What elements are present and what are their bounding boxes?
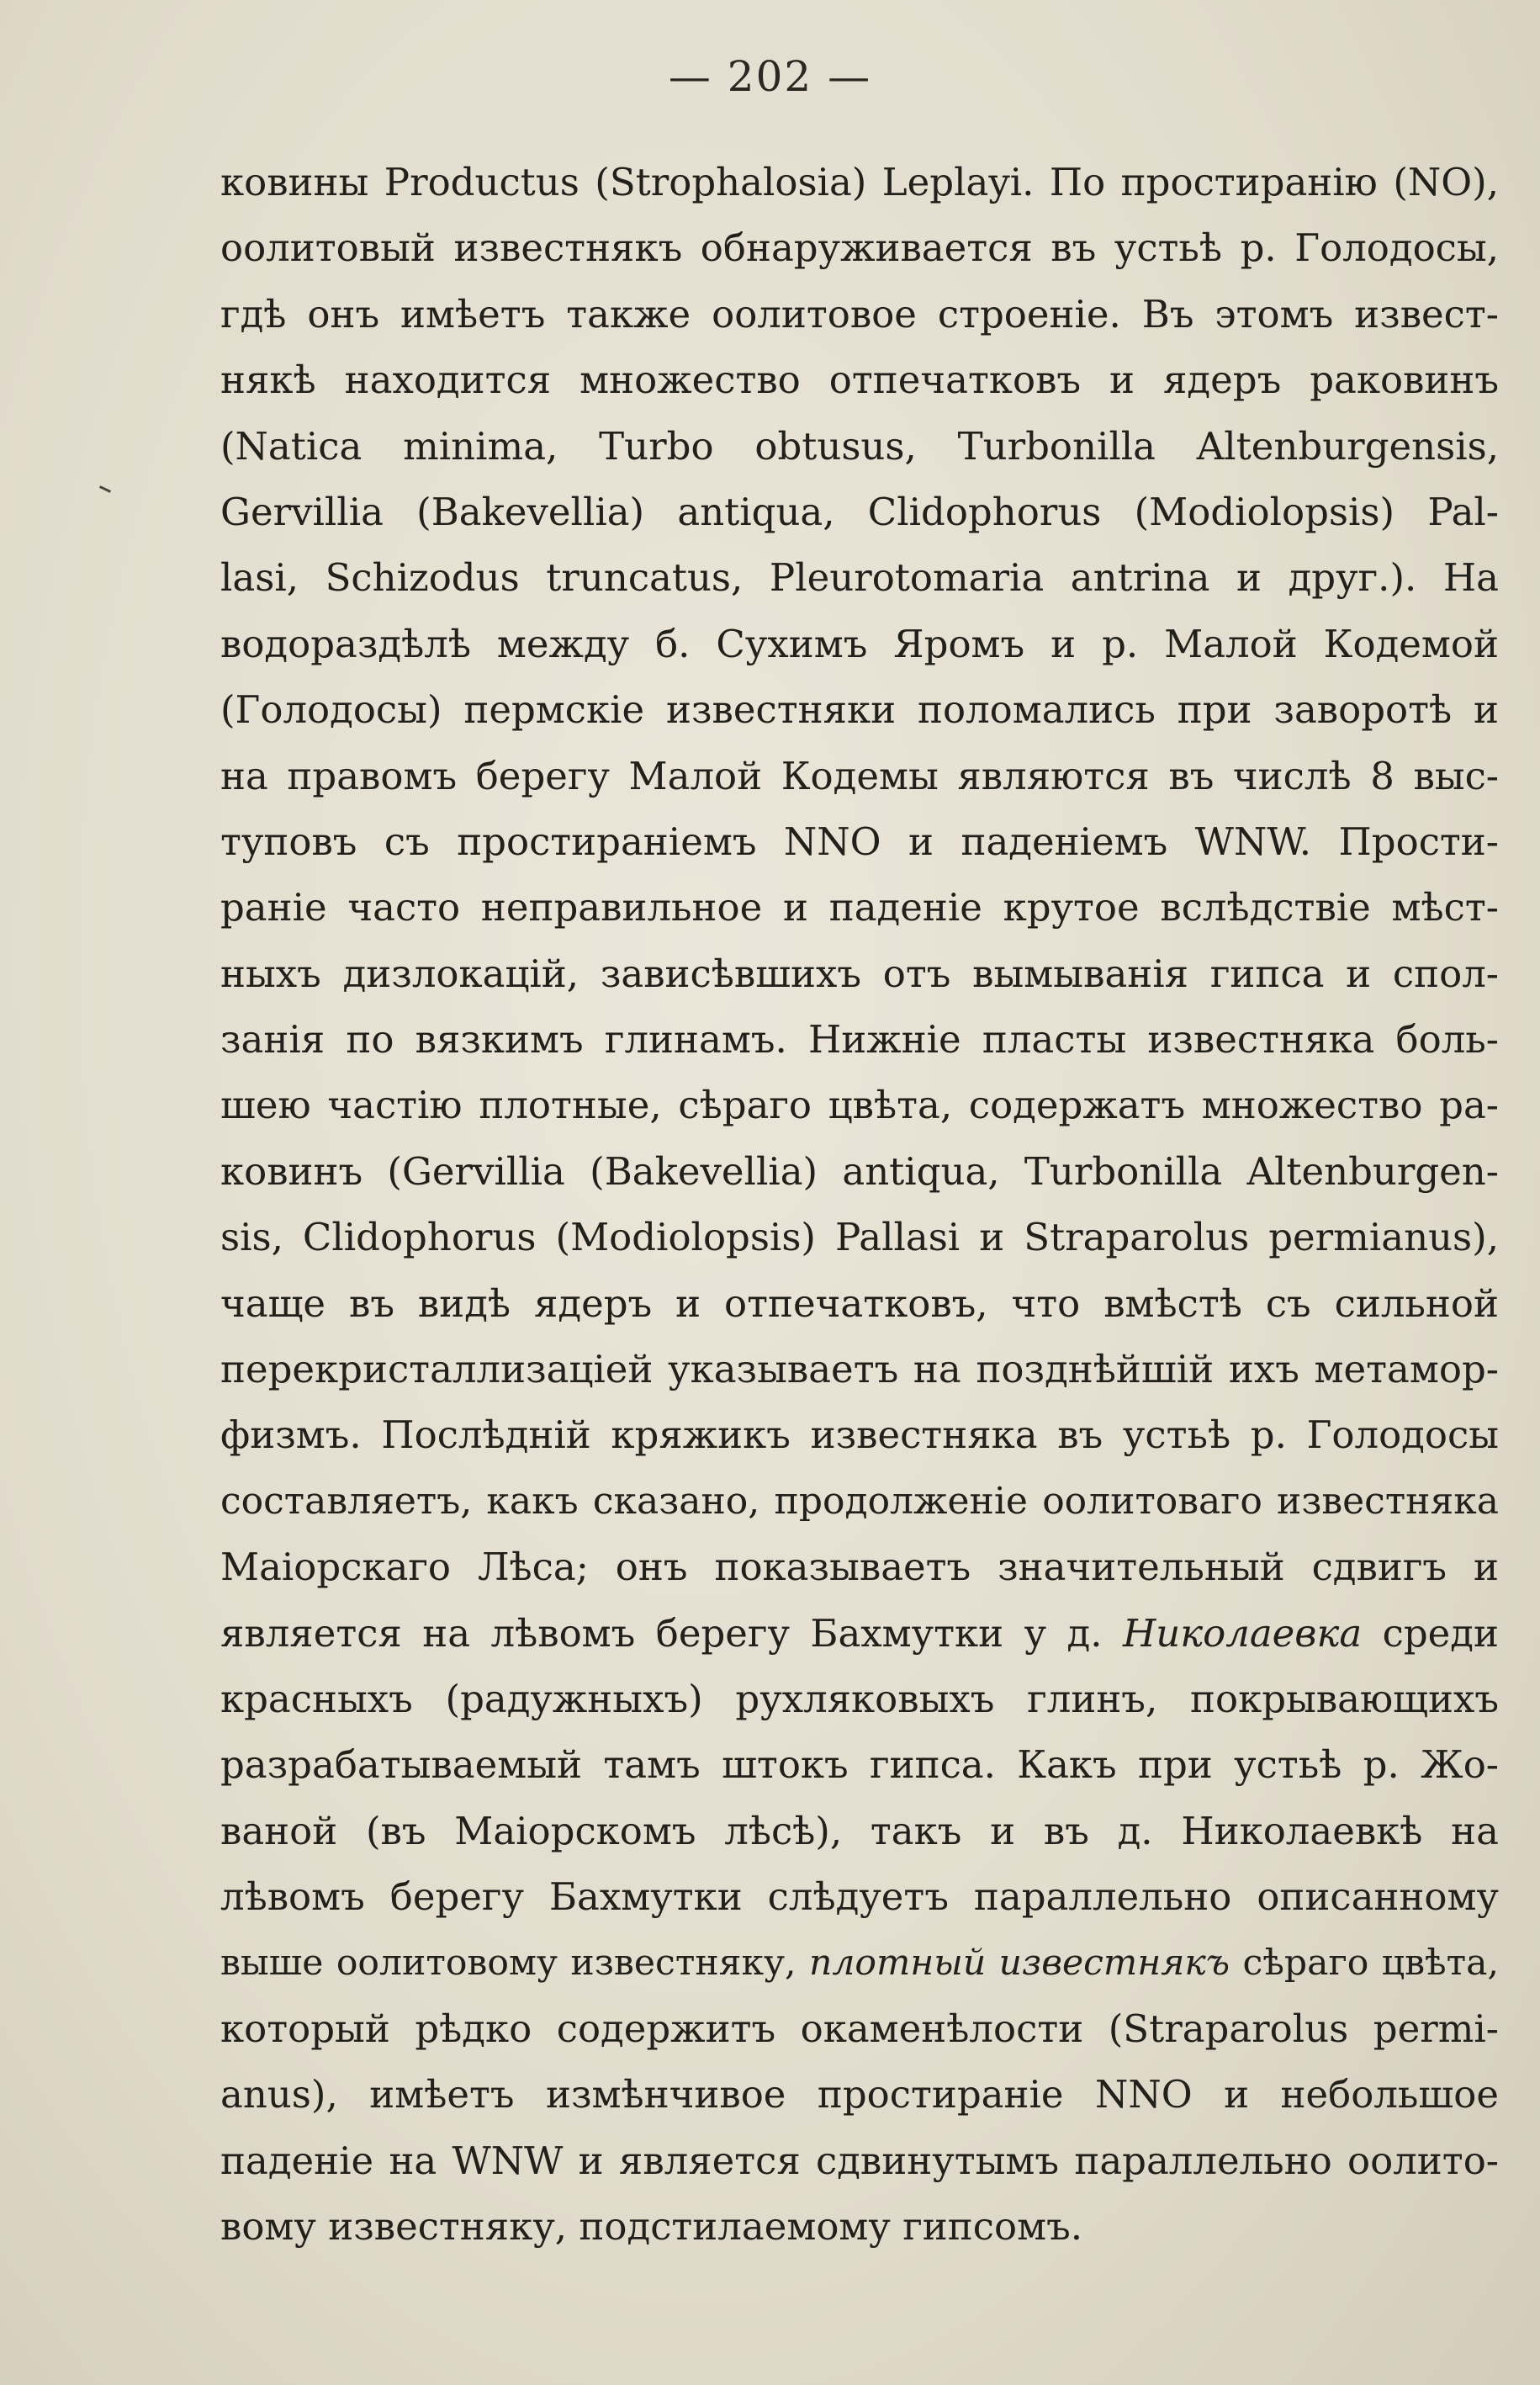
text-line: lasi, Schizodus truncatus, Pleurotomaria antrina и друг.). На <box>220 555 1499 601</box>
text-line: раніе часто неправильное и паденіе крутое вслѣдствіе мѣст- <box>220 885 1499 930</box>
text-line-last: вому известняку, подстилаемому гипсомъ. <box>220 2204 1083 2250</box>
text-line: ковинъ (Gervillia (Bakevellia) antiqua, Turbonilla Altenburgen- <box>220 1148 1499 1194</box>
text-line: чаще въ видѣ ядеръ и отпечатковъ, что вмѣстѣ съ сильной <box>220 1280 1499 1326</box>
italic-place-name: Николаевка <box>1123 1610 1363 1656</box>
text-line: anus), имѣетъ измѣнчивое простираніе NNO и небольшое <box>220 2072 1499 2117</box>
text-line: лѣвомъ берегу Бахмутки слѣдуетъ параллельно описанному <box>220 1874 1499 1920</box>
text-segment: является на лѣвомъ берегу Бахмутки у д. <box>220 1610 1123 1656</box>
text-line: составляетъ, какъ сказано, продолженіе оолитоваго известняка <box>220 1479 1499 1523</box>
text-line: шею частію плотные, сѣраго цвѣта, содержатъ множество ра- <box>220 1083 1499 1128</box>
text-line: гдѣ онъ имѣетъ также оолитовое строеніе. Въ этомъ извест- <box>220 291 1499 337</box>
text-line: (Голодосы) пермскіе известняки поломались при заворотѣ и <box>220 687 1499 733</box>
text-line: физмъ. Послѣдній кряжикъ известняка въ устьѣ р. Голодосы <box>220 1412 1499 1458</box>
text-segment: выше оолитовому известняку, <box>220 1942 809 1984</box>
text-line: sis, Clidophorus (Modiolopsis) Pallasi и Straparolus permianus), <box>220 1215 1499 1260</box>
text-line: Маіорскаго Лѣса; онъ показываетъ значительный сдвигъ и <box>220 1545 1499 1590</box>
text-line: занія по вязкимъ глинамъ. Нижніе пласты известняка боль- <box>220 1017 1499 1063</box>
text-line: который рѣдко содержитъ окаменѣлости (Straparolus permi- <box>220 2006 1499 2051</box>
text-line-with-italic <box>220 1931 1499 1996</box>
text-line: разрабатываемый тамъ штокъ гипса. Какъ при устьѣ р. Жо- <box>220 1742 1499 1788</box>
text-line: на правомъ берегу Малой Кодемы являются въ числѣ 8 выс- <box>220 753 1499 798</box>
italic-term: плотный известнякъ <box>808 1942 1230 1984</box>
margin-mark <box>99 485 111 493</box>
text-line: (Natica minima, Turbo obtusus, Turbonilla Altenburgensis, <box>220 423 1499 469</box>
text-line: ковины Productus (Strophalosia) Leplayi. По простиранію (NO), <box>220 160 1499 204</box>
text-line: оолитовый известнякъ обнаруживается въ устьѣ р. Голодосы, <box>220 225 1499 271</box>
page-number: — 202 — <box>668 52 872 101</box>
text-line: перекристаллизаціей указываетъ на позднѣйшій ихъ метамор- <box>220 1347 1499 1392</box>
text-line: ныхъ дизлокацій, зависѣвшихъ отъ вымыванія гипса и спол- <box>220 951 1499 996</box>
text-line-with-italic <box>220 1601 1499 1667</box>
text-segment: среди <box>1362 1610 1499 1656</box>
text-segment: сѣраго цвѣта, <box>1230 1942 1499 1984</box>
text-line: красныхъ (радужныхъ) рухляковыхъ глинъ, покрывающихъ <box>220 1676 1499 1721</box>
text-line: някѣ находится множество отпечатковъ и ядеръ раковинъ <box>220 358 1499 403</box>
text-line: туповъ съ простираніемъ NNO и паденіемъ WNW. Прости- <box>220 819 1499 864</box>
text-line: паденіе на WNW и является сдвинутымъ параллельно оолито- <box>220 2138 1499 2183</box>
text-line: водораздѣлѣ между б. Сухимъ Яромъ и р. Малой Кодемой <box>220 621 1499 666</box>
text-line: ваной (въ Маіорскомъ лѣсѣ), такъ и въ д. Николаевкѣ на <box>220 1808 1499 1853</box>
text-line: Gervillia (Bakevellia) antiqua, Clidophorus (Modiolopsis) Pal- <box>220 489 1499 534</box>
body-text <box>220 150 1499 2260</box>
